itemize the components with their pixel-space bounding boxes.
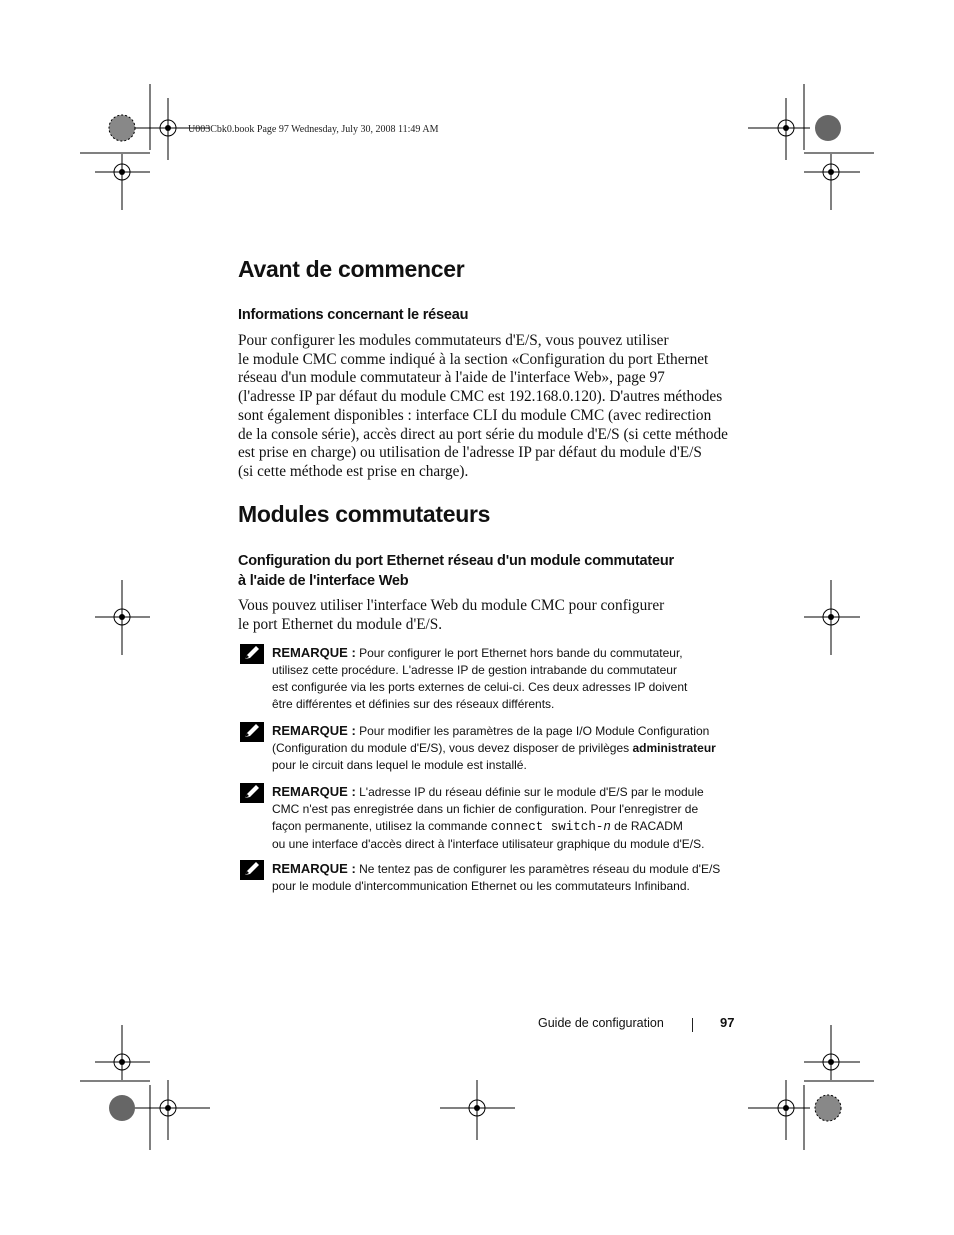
pencil-note-icon [240, 644, 264, 664]
subsection-title-configuration-port [238, 551, 674, 591]
note-line: (Configuration du module d'E/S), vous devez disposer de privilèges [272, 741, 633, 755]
starburst-mark [815, 115, 841, 141]
note-emphasis: administrateur [632, 741, 716, 755]
paragraph-line: le module CMC comme indiqué à la section «Configuration du port Ethernet [238, 350, 709, 368]
note-line: est configurée via les ports externes de celui-ci. Ces deux adresses IP doivent [272, 680, 688, 694]
page-number: 97 [720, 1015, 735, 1030]
subsection-title-line: Configuration du port Ethernet réseau d'un module commutateur [238, 553, 674, 569]
command-text: connect switch- [490, 820, 604, 834]
note-line: façon permanente, utilisez la commande [272, 819, 491, 833]
registration-dot [828, 169, 834, 175]
starburst-mark [109, 115, 135, 141]
pencil-note-icon [240, 783, 264, 803]
note-label: REMARQUE : [272, 861, 356, 876]
note-line: CMC n'est pas enregistrée dans un fichier de configuration. Pour l'enregistrer de [272, 802, 699, 816]
paragraph-line: Vous pouvez utiliser l'interface Web du module CMC pour configurer [238, 597, 665, 614]
note-remarque-1 [272, 644, 742, 713]
registration-dot [119, 1059, 125, 1065]
note-line: pour le module d'intercommunication Ethernet ou les commutateurs Infiniband. [272, 879, 690, 893]
note-line: Pour modifier les paramètres de la page I/O Module Configuration [359, 724, 710, 738]
paragraph-line: (l'adresse IP par défaut du module CMC est 192.168.0.120). D'autres méthodes [238, 388, 723, 406]
note-label: REMARQUE : [272, 784, 356, 799]
note-line: pour le circuit dans lequel le module est installé. [272, 758, 527, 772]
subsection-title-line: à l'aide de l'interface Web [238, 573, 409, 589]
registration-dot [783, 125, 789, 131]
note-line: Ne tentez pas de configurer les paramètres réseau du module d'E/S [359, 862, 721, 876]
note-remarque-3 [272, 783, 742, 853]
note-line: de RACADM [610, 819, 683, 833]
footer-divider [692, 1018, 693, 1032]
subsection-title-reseau: Informations concernant le réseau [238, 307, 469, 323]
registration-dot [119, 169, 125, 175]
pencil-note-icon [240, 722, 264, 742]
registration-dot [783, 1105, 789, 1111]
note-line: utilisez cette procédure. L'adresse IP de gestion intrabande du commutateur [272, 663, 677, 677]
registration-dot [828, 614, 834, 620]
registration-dot [474, 1105, 480, 1111]
paragraph-line: réseau d'un module commutateur à l'aide de l'interface Web», page 97 [238, 369, 665, 387]
paragraph-line: est prise en charge) ou utilisation de l'adresse IP par défaut du module d'E/S [238, 444, 702, 462]
note-line: être différentes et définies sur des réseaux différents. [272, 697, 555, 711]
note-label: REMARQUE : [272, 723, 356, 738]
note-remarque-2 [272, 722, 742, 774]
note-remarque-4 [272, 860, 742, 895]
paragraph-line: sont également disponibles : interface CLI du module CMC (avec redirection [238, 406, 712, 424]
section-title-avant-de-commencer: Avant de commencer [238, 256, 465, 282]
paragraph-reseau [238, 332, 748, 482]
note-line: Pour configurer le port Ethernet hors bande du commutateur, [359, 646, 683, 660]
registration-dot [165, 1105, 171, 1111]
note-line: L'adresse IP du réseau définie sur le module d'E/S par le module [359, 785, 704, 799]
paragraph-line: (si cette méthode est prise en charge). [238, 462, 469, 480]
registration-dot [119, 614, 125, 620]
paragraph-line: le port Ethernet du module d'E/S. [238, 615, 443, 633]
registration-dot [828, 1059, 834, 1065]
starburst-mark [815, 1095, 841, 1121]
command-variable: n [603, 820, 611, 834]
note-label: REMARQUE : [272, 645, 356, 660]
pencil-note-icon [240, 860, 264, 880]
note-line: ou une interface d'accès direct à l'interface utilisateur graphique du module d'E/S. [272, 837, 705, 851]
paragraph-line: de la console série), accès direct au port série du module d'E/S (si cette méthode [238, 425, 728, 443]
print-slug-line: U003Cbk0.book Page 97 Wednesday, July 30, 2008 11:49 AM [188, 124, 439, 135]
starburst-mark [109, 1095, 135, 1121]
registration-dot [165, 125, 171, 131]
paragraph-line: Pour configurer les modules commutateurs d'E/S, vous pouvez utiliser [238, 332, 669, 349]
section-title-modules-commutateurs: Modules commutateurs [238, 501, 491, 527]
paragraph-interface-web [238, 597, 748, 634]
footer-guide-title: Guide de configuration [538, 1016, 664, 1030]
